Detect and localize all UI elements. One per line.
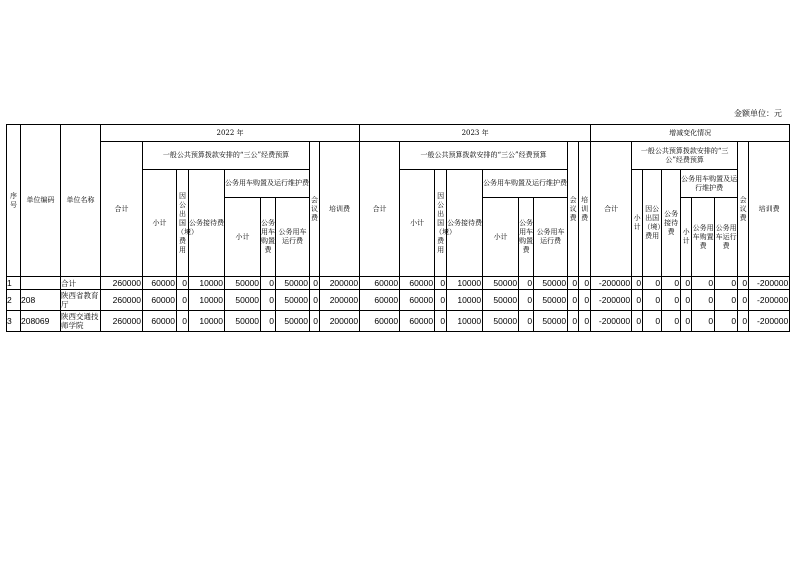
- row-v2023-cell: 0: [519, 290, 534, 311]
- header-change-vehicle-purchase: 公务用车购置费: [692, 198, 715, 277]
- unit-label: 金额单位：元: [734, 109, 782, 118]
- row-name: 合计: [61, 277, 101, 290]
- header-2022-subtotal: 小计: [143, 170, 177, 277]
- header-2022-vehicle-purchase: 公务用车购置费: [261, 198, 276, 277]
- row-vchg-cell: 0: [643, 290, 662, 311]
- header-code: 单位编码: [21, 125, 61, 277]
- row-v2023-cell: 60000: [360, 277, 400, 290]
- header-change-abroad: 因公出国（境）费用: [643, 170, 662, 277]
- row-v2022-cell: 50000: [225, 311, 261, 332]
- row-vchg-cell: 0: [738, 277, 749, 290]
- row-vchg-cell: 0: [643, 311, 662, 332]
- row-v2022-cell: 0: [261, 290, 276, 311]
- row-v2023-cell: 10000: [447, 277, 483, 290]
- row-v2023-cell: 0: [579, 311, 591, 332]
- row-vchg-cell: 0: [632, 311, 643, 332]
- row-v2022-cell: 0: [177, 311, 189, 332]
- header-2022-vehicle-operation: 公务用车运行费: [276, 198, 310, 277]
- row-v2022-cell: 0: [261, 277, 276, 290]
- row-v2022-cell: 0: [310, 290, 320, 311]
- row-vchg-cell: -200000: [749, 311, 790, 332]
- header-2023-subtotal: 小计: [400, 170, 435, 277]
- header-2022-training: 培训费: [320, 142, 360, 277]
- header-2022-vehicle: 公务用车购置及运行维护费: [225, 170, 310, 198]
- row-vchg-cell: 0: [738, 290, 749, 311]
- row-vchg-cell: -200000: [749, 277, 790, 290]
- row-v2022-cell: 50000: [276, 290, 310, 311]
- header-seq: 序号: [7, 125, 21, 277]
- row-v2022-cell: 200000: [320, 277, 360, 290]
- row-v2023-cell: 60000: [400, 277, 435, 290]
- row-v2023-cell: 50000: [534, 290, 568, 311]
- row-v2022-cell: 50000: [225, 277, 261, 290]
- row-v2023-cell: 60000: [400, 311, 435, 332]
- row-v2023-cell: 10000: [447, 311, 483, 332]
- row-v2022-cell: 10000: [189, 277, 225, 290]
- row-v2022-cell: 50000: [276, 311, 310, 332]
- row-v2022-cell: 0: [177, 290, 189, 311]
- row-v2022-cell: 60000: [143, 277, 177, 290]
- header-change-total: 合计: [591, 142, 632, 277]
- header-change-vehicle-operation: 公务用车运行费: [715, 198, 738, 277]
- row-vchg-cell: 0: [692, 290, 715, 311]
- row-v2023-cell: 10000: [447, 290, 483, 311]
- row-v2022-cell: 10000: [189, 290, 225, 311]
- header-2023-total: 合计: [360, 142, 400, 277]
- row-vchg-cell: 0: [715, 311, 738, 332]
- header-change-vehicle-subtotal: 小计: [681, 198, 692, 277]
- row-vchg-cell: 0: [715, 290, 738, 311]
- row-v2022-cell: 0: [310, 277, 320, 290]
- row-v2022-cell: 50000: [225, 290, 261, 311]
- row-v2022-cell: 200000: [320, 290, 360, 311]
- header-2023-training: 培训费: [579, 142, 591, 277]
- row-v2023-cell: 60000: [400, 290, 435, 311]
- row-vchg-cell: 0: [662, 311, 681, 332]
- header-change-reception: 公务接待费: [662, 170, 681, 277]
- row-v2022-cell: 0: [261, 311, 276, 332]
- row-vchg-cell: 0: [643, 277, 662, 290]
- budget-table: [6, 124, 790, 332]
- header-2022-reception: 公务接待费: [189, 170, 225, 277]
- header-change-meeting: 会议费: [738, 142, 749, 277]
- row-v2023-cell: 60000: [360, 311, 400, 332]
- row-name: 陕西交通技师学院: [61, 312, 99, 330]
- row-vchg-cell: 0: [681, 277, 692, 290]
- row-vchg-cell: 0: [632, 290, 643, 311]
- row-seq: 1: [7, 277, 21, 290]
- header-2023-vehicle-purchase: 公务用车购置费: [519, 198, 534, 277]
- row-v2023-cell: 0: [519, 277, 534, 290]
- row-vchg-cell: 0: [662, 277, 681, 290]
- row-v2023-cell: 60000: [360, 290, 400, 311]
- header-2022-vehicle-subtotal: 小计: [225, 198, 261, 277]
- row-vchg-cell: 0: [632, 277, 643, 290]
- header-2022: 2022 年: [101, 125, 360, 142]
- header-2022-meeting: 会议费: [310, 142, 320, 277]
- row-v2022-cell: 260000: [101, 311, 143, 332]
- row-v2023-cell: 50000: [534, 277, 568, 290]
- row-v2023-cell: 0: [435, 290, 447, 311]
- header-2022-total: 合计: [101, 142, 143, 277]
- row-code: 208069: [21, 311, 61, 332]
- row-vchg-cell: 0: [715, 277, 738, 290]
- row-v2022-cell: 0: [177, 277, 189, 290]
- row-vchg-cell: 0: [681, 290, 692, 311]
- header-2023-vehicle-operation: 公务用车运行费: [534, 198, 568, 277]
- row-v2023-cell: 0: [579, 290, 591, 311]
- row-v2022-cell: 200000: [320, 311, 360, 332]
- row-seq: 3: [7, 311, 21, 332]
- row-v2023-cell: 0: [568, 277, 579, 290]
- header-change-vehicle: 公务用车购置及运行维护费: [681, 170, 738, 198]
- row-v2023-cell: 0: [519, 311, 534, 332]
- row-v2023-cell: 0: [435, 277, 447, 290]
- row-v2022-cell: 60000: [143, 311, 177, 332]
- row-vchg-cell: 0: [692, 311, 715, 332]
- row-v2023-cell: 50000: [483, 311, 519, 332]
- row-code: 208: [21, 290, 61, 311]
- row-v2023-cell: 0: [435, 311, 447, 332]
- row-vchg-cell: 0: [662, 290, 681, 311]
- row-v2022-cell: 260000: [101, 277, 143, 290]
- header-2023-vehicle: 公务用车购置及运行维护费: [483, 170, 568, 198]
- row-v2023-cell: 50000: [534, 311, 568, 332]
- header-change-subtotal: 小计: [632, 170, 643, 277]
- header-2023-general-budget: 一般公共预算拨款安排的“三公”经费预算: [400, 142, 568, 170]
- row-v2023-cell: 0: [568, 290, 579, 311]
- row-v2022-cell: 50000: [276, 277, 310, 290]
- header-name: 单位名称: [61, 125, 101, 277]
- row-v2023-cell: 50000: [483, 277, 519, 290]
- row-vchg-cell: 0: [692, 277, 715, 290]
- header-change-general-budget: 一般公共预算拨款安排的“三公”经费预算: [632, 142, 738, 170]
- header-2023-meeting: 会议费: [568, 142, 579, 277]
- row-vchg-cell: -200000: [591, 290, 632, 311]
- header-change-training: 培训费: [749, 142, 790, 277]
- row-v2023-cell: 0: [579, 277, 591, 290]
- header-change: 增减变化情况: [591, 125, 790, 142]
- row-vchg-cell: 0: [738, 311, 749, 332]
- row-v2022-cell: 60000: [143, 290, 177, 311]
- table-row: [7, 290, 790, 311]
- table-row: [7, 311, 790, 332]
- header-2022-abroad: 因公出国（境）费用: [177, 170, 189, 277]
- row-vchg-cell: -200000: [591, 277, 632, 290]
- row-v2022-cell: 0: [310, 311, 320, 332]
- row-v2023-cell: 50000: [483, 290, 519, 311]
- header-2023-reception: 公务接待费: [447, 170, 483, 277]
- row-v2022-cell: 260000: [101, 290, 143, 311]
- table-row: [7, 277, 790, 290]
- row-code: [21, 277, 61, 290]
- header-2023: 2023 年: [360, 125, 591, 142]
- row-v2023-cell: 0: [568, 311, 579, 332]
- header-2023-abroad: 因公出国（境）费用: [435, 170, 447, 277]
- header-2022-general-budget: 一般公共预算拨款安排的“三公”经费预算: [143, 142, 310, 170]
- row-vchg-cell: -200000: [591, 311, 632, 332]
- row-v2022-cell: 10000: [189, 311, 225, 332]
- header-2023-vehicle-subtotal: 小计: [483, 198, 519, 277]
- row-vchg-cell: -200000: [749, 290, 790, 311]
- row-seq: 2: [7, 290, 21, 311]
- row-name: 陕西省教育厅: [61, 291, 99, 309]
- row-vchg-cell: 0: [681, 311, 692, 332]
